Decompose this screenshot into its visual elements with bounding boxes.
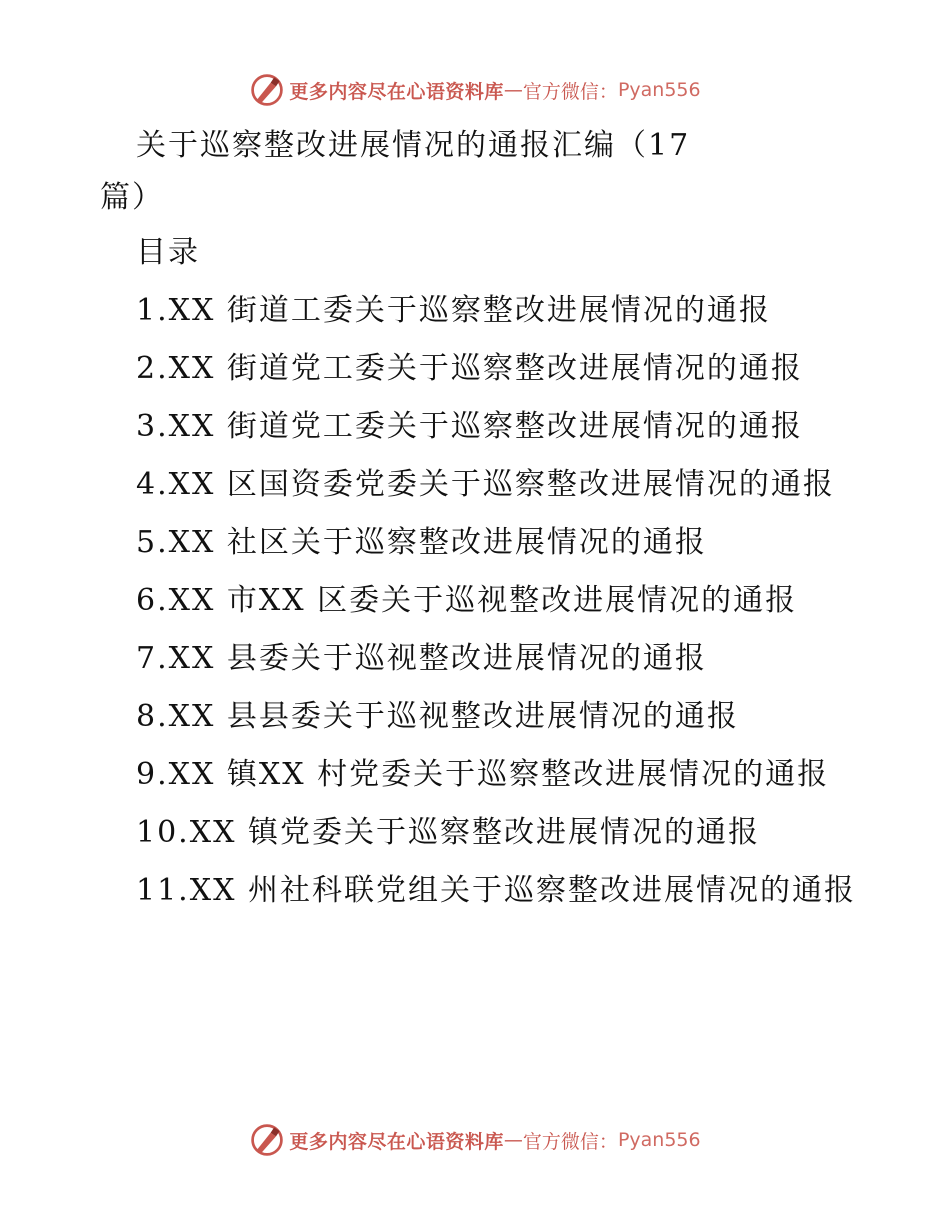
toc-heading: 目录 bbox=[136, 235, 200, 270]
banner-wechat-id: Pyan556 bbox=[617, 79, 701, 101]
toc-item: 11.XX 州社科联党组关于巡察整改进展情况的通报 bbox=[136, 873, 856, 908]
banner-wechat-label: 官方微信： bbox=[522, 80, 618, 103]
document-title: 关于巡察整改进展情况的通报汇编（17篇） bbox=[100, 128, 691, 215]
banner-separator: — bbox=[503, 1129, 523, 1151]
toc-item: 4.XX 区国资委党委关于巡察整改进展情况的通报 bbox=[136, 467, 835, 502]
document-body bbox=[100, 120, 860, 920]
toc-item: 10.XX 镇党委关于巡察整改进展情况的通报 bbox=[136, 815, 760, 850]
toc-item: 7.XX 县委关于巡视整改进展情况的通报 bbox=[136, 641, 707, 676]
pen-logo-icon bbox=[249, 1122, 285, 1158]
header-banner bbox=[0, 70, 950, 110]
banner-separator: — bbox=[503, 79, 523, 101]
toc-item: 1.XX 街道工委关于巡察整改进展情况的通报 bbox=[136, 293, 771, 328]
toc-item: 2.XX 街道党工委关于巡察整改进展情况的通报 bbox=[136, 351, 803, 386]
banner-wechat-label: 官方微信： bbox=[522, 1130, 618, 1153]
toc-item: 9.XX 镇XX 村党委关于巡察整改进展情况的通报 bbox=[136, 757, 830, 792]
toc-item: 8.XX 县县委关于巡视整改进展情况的通报 bbox=[136, 699, 739, 734]
toc-item: 5.XX 社区关于巡察整改进展情况的通报 bbox=[136, 525, 707, 560]
banner-wechat-id: Pyan556 bbox=[617, 1129, 701, 1151]
footer-banner bbox=[0, 1120, 950, 1160]
toc-item: 3.XX 街道党工委关于巡察整改进展情况的通报 bbox=[136, 409, 803, 444]
pen-logo-icon bbox=[249, 72, 285, 108]
banner-main-text: 更多内容尽在心语资料库 bbox=[289, 80, 504, 103]
banner-main-text: 更多内容尽在心语资料库 bbox=[289, 1130, 504, 1153]
toc-item: 6.XX 市XX 区委关于巡视整改进展情况的通报 bbox=[136, 583, 798, 618]
